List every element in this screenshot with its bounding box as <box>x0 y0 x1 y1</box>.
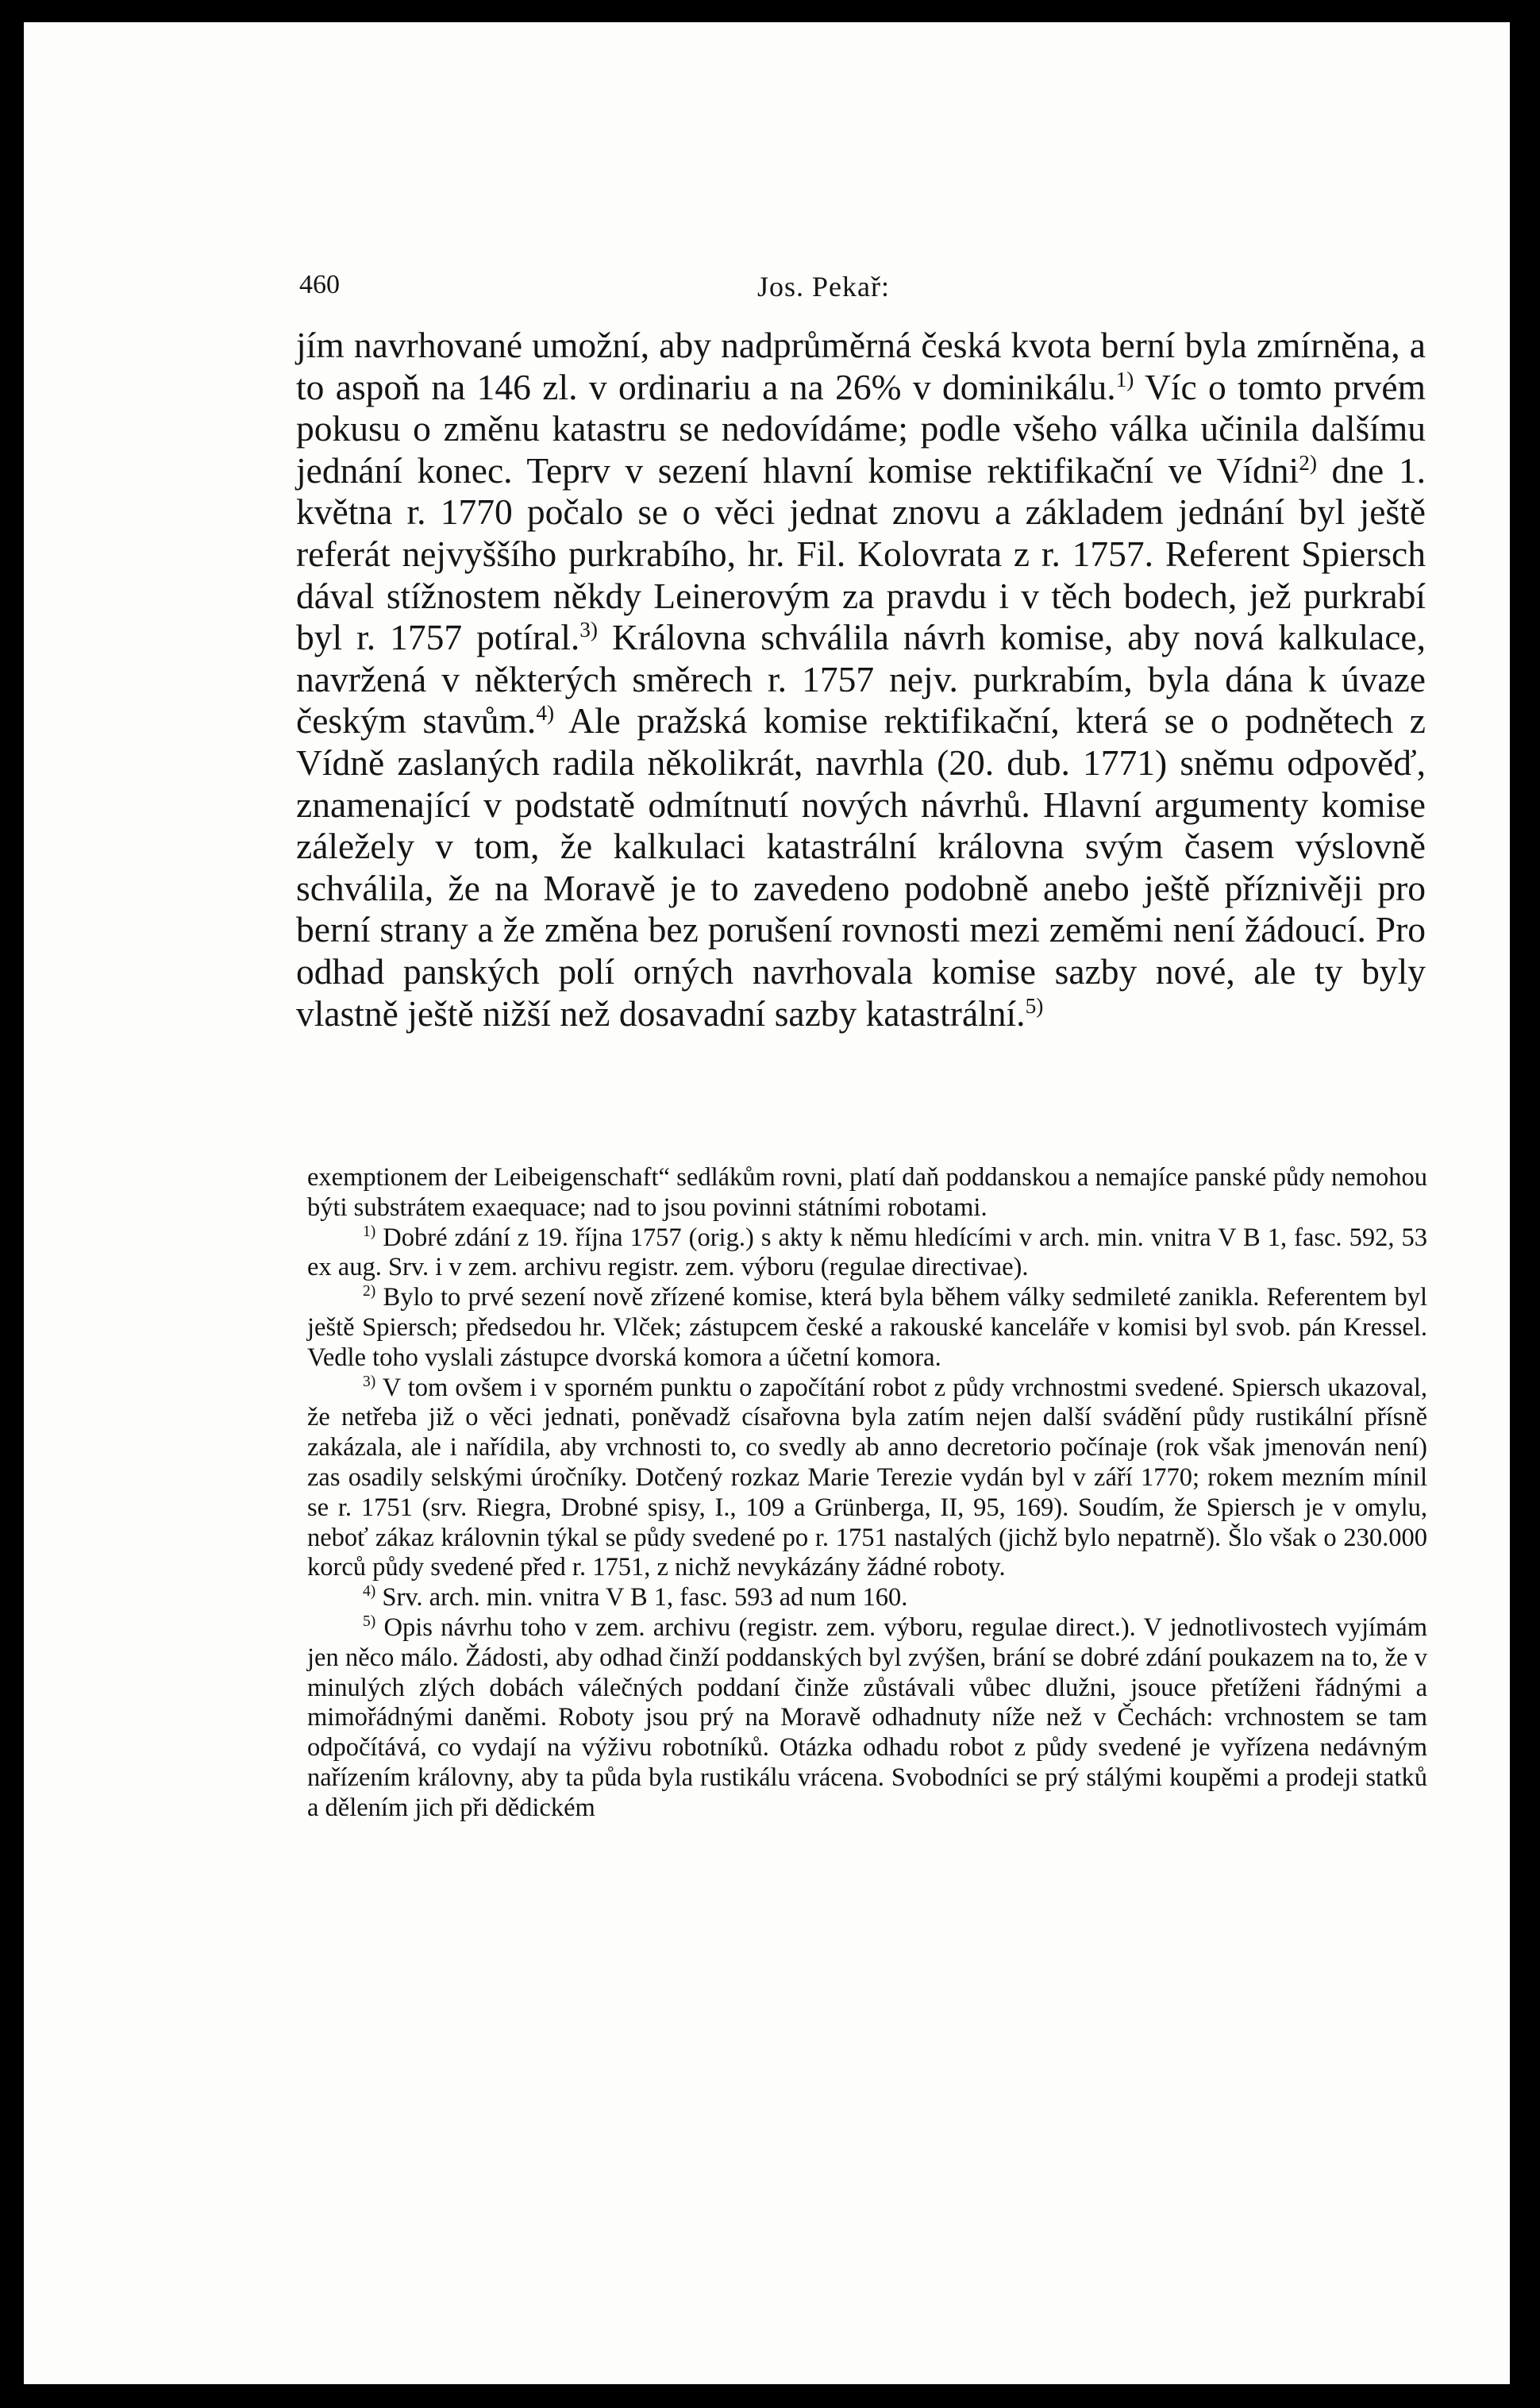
footnote-marker: 1) <box>363 1223 376 1240</box>
footnote-marker: 4) <box>363 1583 376 1601</box>
footnote-text: Opis návrhu toho v zem. archivu (registr. zem. výboru, regulae direct.). V jednotlivostech vyjímám jen něco málo. Žádosti, aby odhad činží poddanských byl zvýšen, brání se dobré zdání poukazem na to, že v minulých zlých dobách válečných poddaní činže zůstávali vůbec dlužni, jsouce přetíženi řádnými a mimořádnými daněmi. Roboty jsou prý na Moravě odhadnuty níže než v Čechách: vrchnostem se tam odpočítává, co vydají na výživu robotníků. Otázka odhadu robot z půdy svedené je vyřízena nedávným nařízením královny, aby ta půda byla rustikálu vrácena. Svobodníci se prý stálými koupěmi a prodeji statků a dělením jich při dědickém <box>307 1612 1427 1822</box>
footnote-text: Bylo to prvé sezení nově zřízené komise, která byla během války sedmileté zanikla. Referentem byl ještě Spiersch; předsedou hr. Vlček; zástupcem české a rakouské kanceláře v komisi byl svob. pán Kressel. Vedle toho vyslali zástupce dvorská komora a účetní komora. <box>307 1283 1427 1372</box>
text-run: Ale pražská komise rektifikační, která se o podnětech z Vídně zaslaných radila několikrát, navrhla (20. dub. 1771) sněmu odpověď, znamenající v podstatě odmítnutí nových návrhů. Hlavní argumenty komise záležely v tom, že kalkulaci katastrální královna svým časem výslovně schválila, že na Moravě je to zavedeno podobně anebo ještě příznivěji pro berní strany a že změna bez porušení rovnosti mezi zeměmi není žádoucí. Pro odhad panských polí orných navrhovala komise sazby nové, ale ty byly vlastně ještě nižší než dosavadní sazby katastrální. <box>296 700 1426 1034</box>
footnote-text: V tom ovšem i v sporném punktu o započítání robot z půdy vrchnostmi svedené. Spiersch ukazoval, že netřeba již o věci jednati, poněvadž císařovna byla zatím nejen další svádění půdy rustikální přísně zakázala, ale i nařídila, aby vrchnosti to, co svedly ab anno decretorio počínaje (rok však jmenován není) zas osadily selskými úročníky. Dotčený rozkaz Marie Terezie vydán byl v září 1770; rokem mezním mínil se r. 1751 (srv. Riegra, Drobné spisy, I., 109 a Grünberga, II, 95, 169). Soudím, že Spiersch je v omylu, neboť zákaz královnin týkal se půdy svedené po r. 1751 nastalých (jichž bylo nepatrně). Šlo však o 230.000 korců půdy svedené před r. 1751, z nichž nevykázány žádné roboty. <box>307 1373 1427 1582</box>
footnote-ref: 4) <box>536 701 555 726</box>
main-paragraph <box>296 325 1426 1034</box>
running-head: Jos. Pekař: <box>757 271 890 302</box>
footnote-2 <box>307 1283 1427 1373</box>
text-run: Královna schválila návrh komise, aby nová kalkulace, navržená v některých směrech r. 1757 nejv. purkrabím, byla dána k úvaze českým stavům. <box>296 617 1426 742</box>
footnote-marker: 2) <box>363 1283 376 1300</box>
footnote-ref: 1) <box>1115 367 1134 391</box>
main-text <box>296 325 1426 1034</box>
footnote-text: Srv. arch. min. vnitra V B 1, fasc. 593 ad num 160. <box>375 1583 908 1612</box>
text-run: Víc o tomto prvém pokusu o změnu katastru se nedovídáme; podle všeho válka učinila dalšímu jednání konec. Teprv v sezení hlavní komise rektifikační ve Vídni <box>296 366 1426 491</box>
footnote-1 <box>307 1223 1427 1284</box>
footnote-marker: 5) <box>363 1613 376 1631</box>
footnotes <box>307 1163 1427 1824</box>
footnote-5 <box>307 1613 1427 1824</box>
footnote-ref: 5) <box>1025 993 1044 1018</box>
footnote-text: Dobré zdání z 19. října 1757 (orig.) s akty k němu hledícími v arch. min. vnitra V B 1, fasc. 592, 53 ex aug. Srv. i v zem. archivu registr. zem. výboru (regulae directivae). <box>307 1223 1427 1282</box>
footnote-ref: 3) <box>579 618 598 641</box>
text-run: jím navrhované umožní, aby nadprůměrná česká kvota berní byla zmírněna, a to aspoň na 146 zl. v ordinariu a na 26% v dominikálu. <box>296 325 1426 407</box>
footnote-ref: 2) <box>1299 450 1317 475</box>
footnote-continuation: exemptionem der Leibeigenschaft“ sedlákům rovni, platí daň poddanskou a nemajíce panské půdy nemohou býti substrátem exaequace; nad to jsou povinni státními robotami. <box>307 1163 1427 1222</box>
text-run: dne 1. května r. 1770 počalo se o věci jednat znovu a základem jednání byl ještě referát nejvyššího purkrabího, hr. Fil. Kolovrata z r. 1757. Referent Spiersch dával stížnostem někdy Leinerovým za pravdu i v těch bodech, jež purkrabí byl r. 1757 potíral. <box>296 449 1426 658</box>
footnote-3 <box>307 1374 1427 1584</box>
footnote-marker: 3) <box>363 1373 376 1390</box>
page-number: 460 <box>299 270 340 299</box>
book-page <box>24 22 1510 2384</box>
footnote-4 <box>307 1583 1427 1613</box>
